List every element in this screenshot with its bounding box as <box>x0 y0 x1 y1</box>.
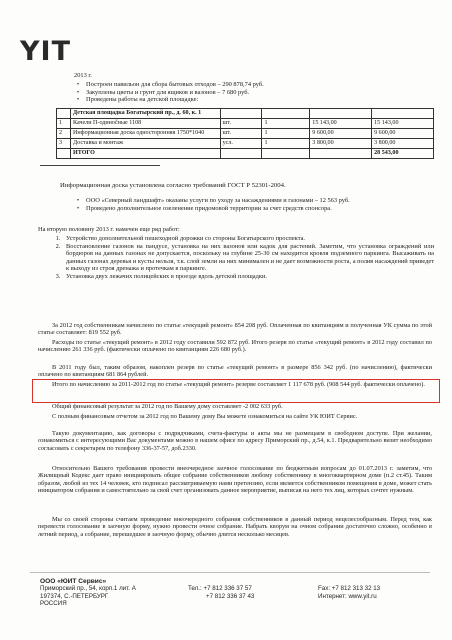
total-label: ИТОГО <box>70 149 220 159</box>
footer-address-line: 197374, С.-ПЕТЕРБУРГ <box>40 592 109 600</box>
footer-company: ООО «ЮИТ Сервис» <box>40 578 107 585</box>
row-sum: 9 600,00 <box>372 129 434 139</box>
web-link[interactable]: www.yit.ru <box>348 592 377 600</box>
paragraph: С полным финансовым отчетом за 2012 год по Вашему дому Вы можете ознакомиться на сайте УК ЮИТ Сервис. <box>52 413 358 420</box>
row-number: 3 <box>57 139 71 149</box>
fax-label: Fax: <box>318 585 331 593</box>
service-item: • ООО «Северный ландшафт» оказаны услуги по уходу за насаждениями и газонами – 12 563 руб. <box>76 197 350 204</box>
row-name: Информационная доска односторонняя 1750*1040 <box>70 129 220 139</box>
row-number: 1 <box>57 119 71 129</box>
table-row <box>57 129 434 139</box>
row-sum: 3 800,00 <box>372 139 434 149</box>
paragraph: Мы со своей стороны считаем проведение внеочередного собрания собственников в данный период нецелесообразным. Перед тем, как перевести голосование в заочную форму, нужно провести очное собрание. Набрать кворум на очном собрании достаточно сложно, особенно в летний период, а собрание, перешедшее в заочную форму, обычно длится несколько месяцев. <box>38 516 432 538</box>
tel-number: +7 812 336 37 57 <box>203 585 252 593</box>
plan-item: 1. Устройство дополнительной пешеходной дорожки со стороны Богатырского проспекта. <box>55 235 305 242</box>
tel-label: Тел.: <box>188 585 202 593</box>
row-unit: шт. <box>220 119 262 129</box>
table-row <box>57 139 434 149</box>
intro-list <box>74 81 424 104</box>
services-list <box>74 197 434 212</box>
paragraph: За 2012 год собственникам начислено по статье «текущий ремонт» 854 208 руб. Оплаченная по квитанциям и полученная УК сумма по этой статье составляет: 819 552 руб. <box>38 322 432 337</box>
row-number: 2 <box>57 129 71 139</box>
paragraph: Относительно Вашего требования провести внеочередное заочное голосование по бюджетным вопросам до 01.07.2013 г. заметим, что Жилищный Кодекс дает право инициировать общее собрание собственников любому собственнику в многоквартирном доме (п.2 ст.45). Таким образом, любой из тех 14 человек, кто подписал рассматриваемую нами претензию, если является собственником помещения в доме, может стать инициатором собрания и самостоятельно за свой счет организовать данное мероприятие, выписав на него тех лиц, которых сочтет нужным. <box>38 465 432 494</box>
intro-item: • Построен павильон для сбора бытовых отходов – 290 878,74 руб. <box>76 81 264 88</box>
row-price: 9 600,00 <box>310 129 372 139</box>
yit-logo: YIT <box>20 36 72 67</box>
plan-intro: На вторую половину 2013 г. намечен еще ряд работ: <box>38 226 180 233</box>
highlight-text: Итого по начислению за 2011-2012 год по статье «текущий ремонт» резерве составляет 1 117 678 руб. (908 544 руб. фактически оплачено). <box>52 381 425 388</box>
row-qty: 1 <box>262 139 310 149</box>
paragraph: Общий финансовый результат за 2012 год по Вашему дому составляет -2 002 633 руб. <box>52 403 283 410</box>
playground-table <box>56 108 434 159</box>
footer-rule <box>30 572 430 573</box>
row-unit: усл. <box>220 139 262 149</box>
row-name: Качели П-одинočные 1108 <box>70 119 220 129</box>
tel-number: +7 812 336 37 43 <box>206 592 255 600</box>
table-header-row <box>57 109 434 119</box>
intro-year: 2013 г. <box>74 72 92 79</box>
row-price: 15 143,00 <box>310 119 372 129</box>
table-row <box>57 119 434 129</box>
intro-item: • Проведены работы на детской площадке: <box>76 96 199 104</box>
row-unit: шт. <box>220 129 262 139</box>
footer-country: РОССИЯ <box>40 600 67 608</box>
table-total-row <box>57 149 434 159</box>
row-qty: 1 <box>262 119 310 129</box>
row-price: 3 800,00 <box>310 139 372 149</box>
footer-address <box>40 578 136 608</box>
footer-phones <box>188 578 254 600</box>
divider <box>40 165 160 166</box>
plan-item: 2. Восстановление газонов на пандусе, установка на них вазонов или кадок для растений. Заметим, что установка ограждений или бордюров на данных газонах не допускается, поскольку на глубине 25-30 см находится кровля подземного паркинга. Высаживать на данных газонах деревья и кусты нельзя, т.к. слой земли на них минимален и не дает возможности роста, а полив насаждений приведет к выходу из строя дренажа и протечкам в паркинге. <box>55 242 434 273</box>
footer-contacts <box>318 578 380 600</box>
plan-list <box>54 235 434 281</box>
intro-item: • Закуплены цветы и грунт для ящиков и вазонов – 7 680 руб. <box>76 88 250 96</box>
service-item: • Проведено дополнительное озеленение придомовой территории за счет средств спонсора. <box>76 204 332 212</box>
footer-address-line: Приморский пр., 54, корп.1 лит. А <box>40 585 136 593</box>
row-name: Доставка и монтаж <box>70 139 220 149</box>
table-header: Детская площадка Богатырский пр., д. 60, к. 1 <box>70 109 220 119</box>
row-qty: 1 <box>262 129 310 139</box>
paragraph: В 2011 году был, таким образом, накоплен резерв по статье «текущий ремонт» в размере 856 342 руб. (по начислению), фактически оплачено по квитанциям 681 864 рублей. <box>38 364 432 379</box>
paragraph: Расходы по статье «текущий ремонт» в 2012 году составили 592 872 руб. Итого резерв по статье «текущий ремонт» в 2012 году составил по начислению 261 336 руб. (фактически оплачено по квитанциям 226 680 руб.). <box>38 339 432 354</box>
plan-item: 3. Установка двух лежачих полицейских в проезде вдоль детской площадки. <box>55 272 267 280</box>
total-value: 28 543,00 <box>372 149 434 159</box>
gost-note: Информационная доска установлена согласно требований ГОСТ Р 52301-2004. <box>60 182 286 189</box>
paragraph: Такую документацию, как договоры с подрядчиками, счета-фактуры и акты мы не размещаем в свободном доступе. При желании, ознакомиться с интересующими Вас документами можно в нашем офисе по адресу Приморский пр., д.54, к.1. Предварительно визит необходимо согласовать с секретарем по телефону 336-37-57, доб.2330. <box>38 430 432 452</box>
fax-number: +7 812 313 32 13 <box>331 585 381 593</box>
web-label: Интернет: <box>318 592 347 600</box>
row-sum: 15 143,00 <box>372 119 434 129</box>
